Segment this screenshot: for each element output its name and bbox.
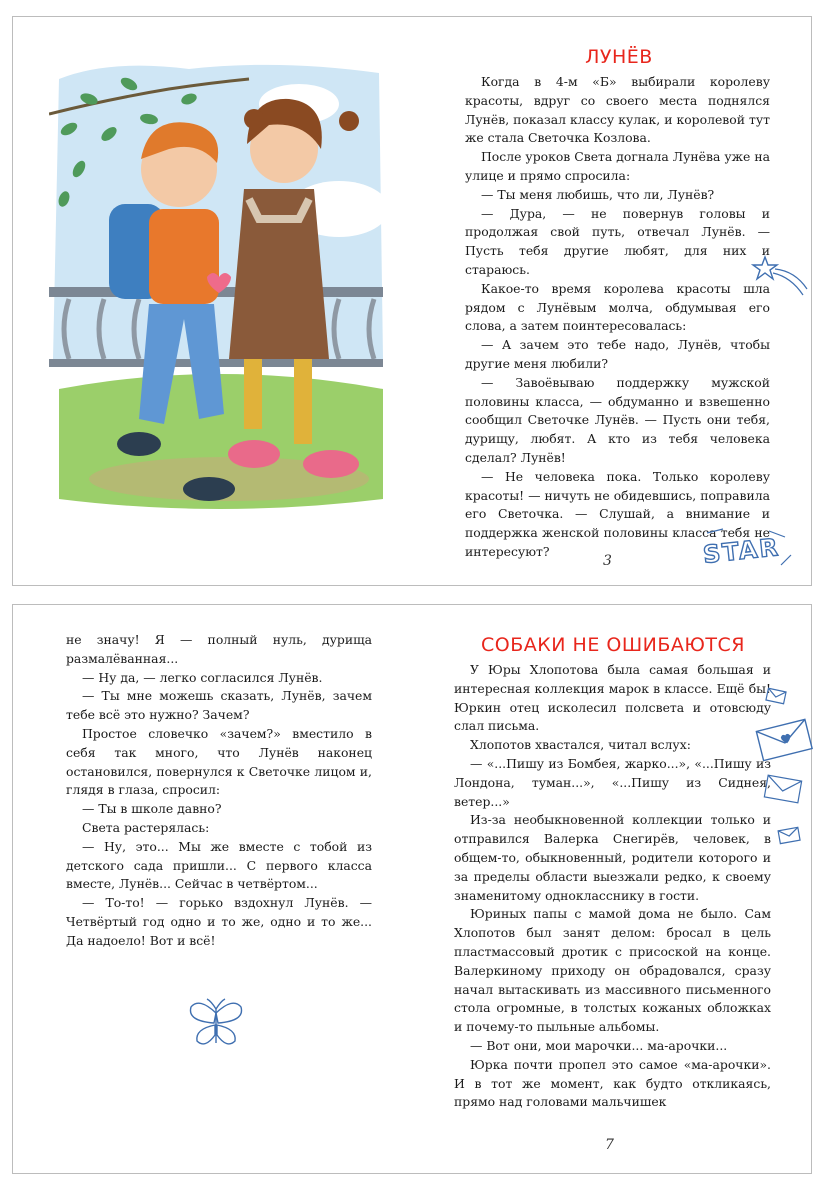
- paragraph: — Ну да, — легко согласился Лунёв.: [82, 669, 323, 685]
- paragraph: Когда в 4-м «Б» выбирали королеву красоты, вдруг со своего места поднялся Лунёв, показал классу кулак, и королевой тут же стала Светочка Козлова.: [465, 74, 770, 146]
- envelope-icon: [755, 717, 813, 761]
- envelope-icon: [763, 773, 803, 805]
- paragraph: — А зачем это тебе надо, Лунёв, чтобы другие меня любили?: [465, 337, 770, 371]
- paragraph: Простое словечко «зачем?» вместило в себя так много, что Лунёв наконец остановился, повернулся к Светочке лицом и, глядя в глаза, спросил:: [66, 725, 372, 798]
- page-number: 3: [603, 553, 612, 569]
- paragraph: — Ну, это... Мы же вместе с тобой из детского сада пришли... С первого класса вместе, Лунёв... Сейчас в четвёртом...: [66, 838, 372, 892]
- text-column-dogs: [454, 661, 771, 1112]
- envelope-icon: [765, 687, 787, 705]
- paragraph: — Вот они, мои марочки... ма-арочки...: [470, 1037, 728, 1053]
- text-column-lunev: [465, 73, 770, 562]
- paragraph: — Завоёвываю поддержку мужской половины класса, — обдуманно и взвешенно сообщил Светочке Лунёв. — Пусть они тебя, дурищу, любят. А кто из тебя человека сделал? Лунёв!: [465, 374, 770, 465]
- paragraph: — Ты мне можешь сказать, Лунёв, зачем тебе всё это нужно? Зачем?: [66, 688, 372, 723]
- paragraph: — То-то! — горько вздохнул Лунёв. — Четвёртый год одно и то же, одно и то же... Да надоело! Вот и всё!: [66, 895, 372, 948]
- paragraph: не значу! Я — полный нуль, дурища размалёванная...: [66, 632, 372, 666]
- paragraph: Какое-то время королева красоты шла рядом с Лунёвым молча, обдумывая его слова, а затем поинтересовалась:: [465, 280, 770, 334]
- chapter-title-dogs: СОБАКИ НЕ ОШИБАЮТСЯ: [481, 634, 745, 656]
- paragraph: — «...Пишу из Бомбея, жарко...», «...Пишу из Лондона, туман...», «...Пишу из Сиднея, ветер...»: [454, 755, 771, 809]
- paragraph: Юриных папы с мамой дома не было. Сам Хлопотов был занят делом: бросал в цель пластмассовый дротик с присоской на конце. Валеркиному приходу он обрадовался, сразу начал вытаскивать из массивного письменного стола огромные, в толстых кожаных обложках и почему-то пыльные альбомы.: [454, 906, 771, 1035]
- shooting-star-icon: [751, 251, 811, 301]
- paragraph: Света растерялась:: [82, 819, 210, 835]
- text-column-continued: [66, 631, 372, 951]
- paragraph: Хлопотов хвастался, читал вслух:: [470, 737, 691, 753]
- star-doodle: [699, 525, 795, 573]
- children-walking-illustration: [49, 59, 387, 519]
- paragraph: — Не человека пока. Только королеву красоты! — ничуть не обидевшись, поправила его Светочка. — Слушай, а внимание и поддержка женской половины класса тебя не интересуют?: [465, 468, 770, 559]
- paragraph: — Дура, — не повернув головы и продолжая свой путь, отвечал Лунёв. — Пусть тебя другие любят, для них и стараюсь.: [465, 205, 770, 277]
- envelope-icon: [777, 825, 801, 845]
- page-number: 7: [605, 1137, 614, 1153]
- paragraph: — Ты меня любишь, что ли, Лунёв?: [481, 186, 715, 202]
- bottom-spread: [12, 604, 812, 1174]
- chapter-title-lunev: ЛУНЁВ: [585, 46, 653, 68]
- paragraph: Юрка почти пропел это самое «ма-арочки». И в тот же момент, как будто откликаясь, прямо над головами мальчишек: [454, 1056, 771, 1110]
- butterfly-icon: [185, 995, 247, 1053]
- star-doodle-text: STAR: [701, 533, 782, 569]
- paragraph: После уроков Света догнала Лунёва уже на улице и прямо спросила:: [465, 149, 770, 183]
- paragraph: У Юры Хлопотова была самая большая и интересная коллекция марок в классе. Ещё бы! Юркин отец исколесил полсвета и отовсюду слал письма.: [454, 662, 771, 734]
- top-spread: [12, 16, 812, 586]
- paragraph: — Ты в школе давно?: [82, 801, 222, 817]
- paragraph: Из-за необыкновенной коллекции только и отправился Валерка Снегирёв, человек, в общем-то, обыкновенный, родители которого и за пределы области выезжали редко, к своему знаменитому однокласснику в гости.: [454, 812, 771, 903]
